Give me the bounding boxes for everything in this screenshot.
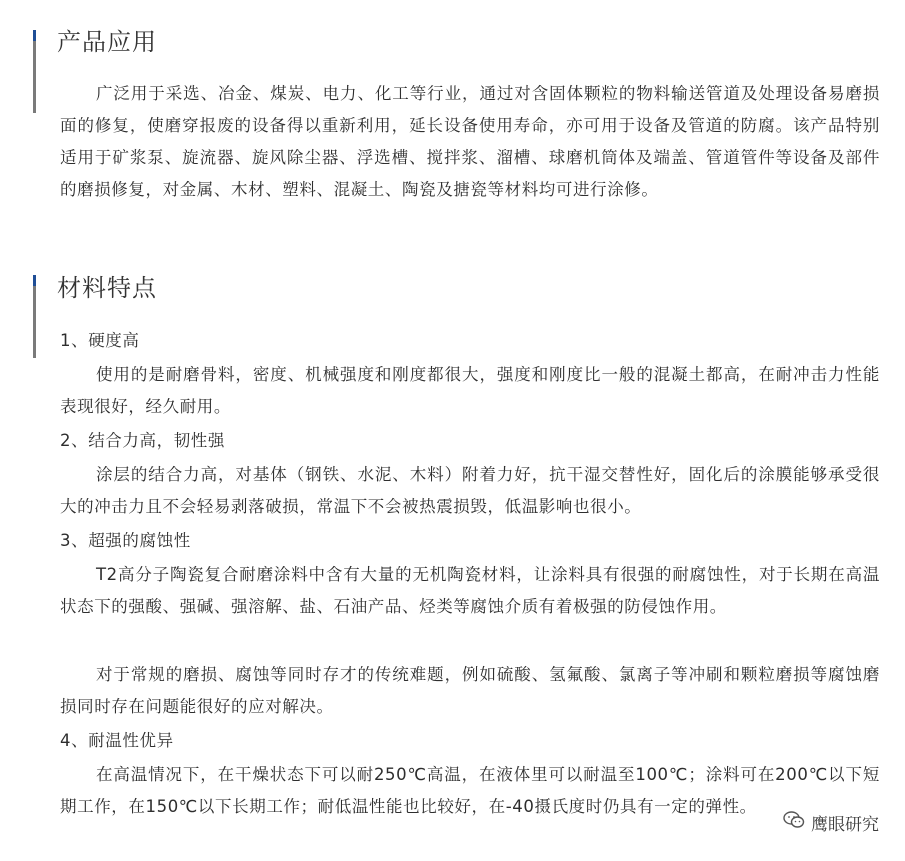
feature-paragraph: 涂层的结合力高，对基体（钢铁、水泥、木料）附着力好，抗干湿交替性好，固化后的涂膜能够承受很大的冲击力且不会轻易剥落破损，常温下不会被热震损毁，低温影响也很小。 (60, 465, 880, 516)
section-marker (33, 30, 36, 113)
watermark (783, 810, 879, 835)
feature-heading: 2、结合力高，韧性强 (60, 431, 225, 450)
feature-paragraph: 在高温情况下，在干燥状态下可以耐250℃高温，在液体里可以耐温至100℃；涂料可在200℃以下短期工作，在150℃以下长期工作；耐低温性能也比较好，在-40摄氏度时仍具有一定的弹性。 (60, 765, 880, 816)
feature-heading: 1、硬度高 (60, 331, 140, 350)
wechat-icon (783, 811, 805, 834)
section-title: 产品应用 (57, 28, 157, 56)
feature-heading: 3、超强的腐蚀性 (60, 531, 191, 550)
feature-paragraph: T2高分子陶瓷复合耐磨涂料中含有大量的无机陶瓷材料，让涂料具有很强的耐腐蚀性，对于长期在高温状态下的强酸、强碱、强溶解、盐、石油产品、烃类等腐蚀介质有着极强的防侵蚀作用。 (60, 565, 880, 616)
body-paragraph: 广泛用于采选、冶金、煤炭、电力、化工等行业，通过对含固体颗粒的物料输送管道及处理设备易磨损面的修复，使磨穿报废的设备得以重新利用，延长设备使用寿命，亦可用于设备及管道的防腐。该产品特别适用于矿浆泵、旋流器、旋风除尘器、浮选槽、搅拌浆、溜槽、球磨机筒体及端盖、管道管件等设备及部件的磨损修复，对金属、木材、塑料、混凝土、陶瓷及搪瓷等材料均可进行涂修。 (60, 84, 880, 199)
watermark-text: 鹰眼研究 (811, 815, 879, 835)
section-title: 材料特点 (57, 274, 157, 302)
section-marker (33, 275, 36, 358)
feature-paragraph: 对于常规的磨损、腐蚀等同时存才的传统难题，例如硫酸、氢氟酸、氯离子等冲刷和颗粒磨损等腐蚀磨损同时存在问题能很好的应对解决。 (60, 665, 880, 716)
feature-heading: 4、耐温性优异 (60, 731, 174, 750)
feature-paragraph: 使用的是耐磨骨料，密度、机械强度和刚度都很大，强度和刚度比一般的混凝土都高，在耐冲击力性能表现很好，经久耐用。 (60, 365, 880, 416)
